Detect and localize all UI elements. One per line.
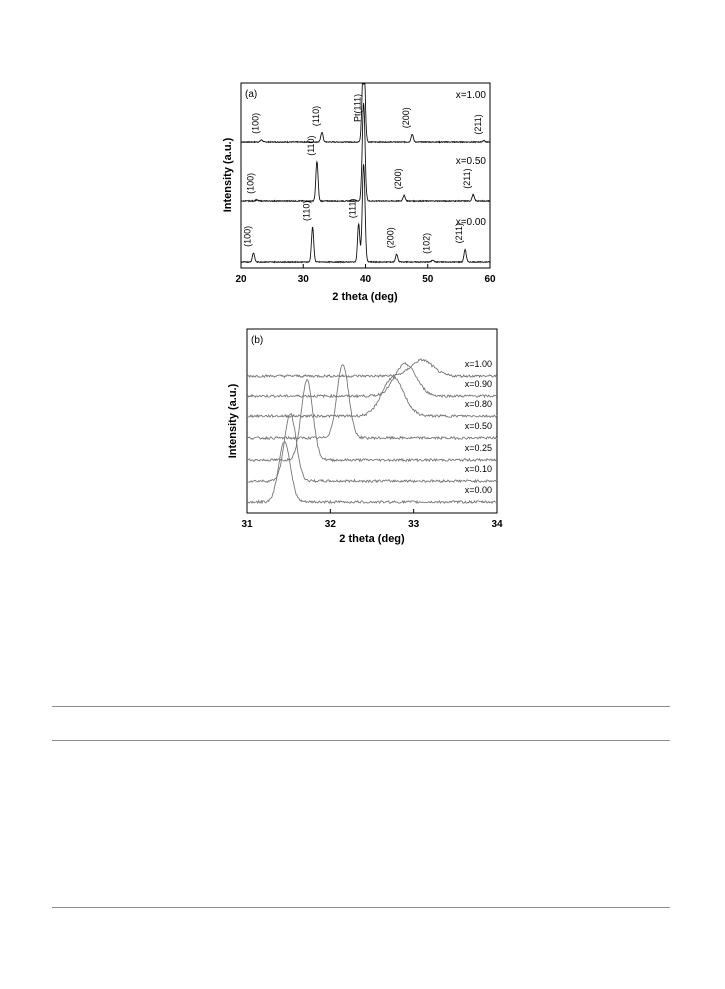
- x-tick-label-a: 20: [235, 274, 247, 285]
- peak-label-a: (211): [472, 114, 483, 135]
- y-axis-title-a: Intensity (a.u.): [222, 137, 234, 213]
- plot-area-a: [241, 84, 490, 262]
- peak-label-a: (110): [310, 105, 321, 127]
- horizontal-rule: [52, 706, 670, 707]
- x-axis-ticks-a: [235, 264, 496, 285]
- x-axis-ticks-b: [241, 509, 503, 530]
- peak-label-a: (110): [301, 200, 312, 221]
- series-label-b: x=0.00: [464, 485, 492, 495]
- x-tick-label-b: 31: [241, 519, 253, 530]
- series-b-x=0.80: [247, 377, 497, 418]
- x-tick-label-b: 34: [491, 519, 503, 530]
- x-axis-title-a: 2 theta (deg): [332, 291, 398, 303]
- peak-label-a: (200): [385, 227, 396, 249]
- xrd-trace-b: [247, 414, 497, 483]
- chart-panel-a: [222, 83, 496, 303]
- series-a-x=0.00: [241, 164, 490, 262]
- peak-label-a: (100): [245, 172, 256, 194]
- xrd-trace-b: [247, 359, 497, 377]
- panel-label-a: (a): [245, 89, 258, 100]
- x-tick-label-b: 32: [324, 519, 336, 530]
- x-tick-label-a: 30: [297, 274, 309, 285]
- series-label-b: x=0.80: [464, 399, 492, 409]
- plot-area-b: [247, 359, 497, 503]
- peak-label-a: (200): [393, 168, 404, 190]
- horizontal-rule: [52, 740, 670, 741]
- series-label-a: x=1.00: [455, 90, 486, 101]
- series-b-x=0.90: [247, 363, 497, 398]
- xrd-trace-b: [247, 363, 497, 398]
- horizontal-rule: [52, 907, 670, 908]
- xrd-trace-b: [247, 377, 497, 418]
- xrd-trace-a: [241, 84, 490, 142]
- series-label-b: x=0.25: [464, 443, 492, 453]
- series-label-b: x=1.00: [464, 359, 492, 369]
- peak-label-a: (110): [305, 135, 316, 156]
- xrd-trace-b: [247, 442, 497, 503]
- peak-label-a: (100): [242, 225, 253, 247]
- series-a-x=1.00: [241, 84, 490, 142]
- xrd-trace-a: [241, 164, 490, 262]
- x-tick-label-a: 40: [359, 274, 372, 285]
- x-tick-label-a: 50: [422, 274, 434, 285]
- peak-label-a: (211): [462, 168, 473, 189]
- peak-label-a: (100): [250, 112, 261, 134]
- peak-label-a: (200): [401, 107, 412, 129]
- peak-label-a: (102): [421, 232, 432, 254]
- series-label-b: x=0.50: [464, 421, 492, 431]
- x-tick-label-a: 60: [484, 274, 496, 285]
- chart-panel-b: [227, 329, 503, 545]
- x-axis-title-b: 2 theta (deg): [339, 533, 405, 545]
- series-label-b: x=0.90: [464, 379, 492, 389]
- series-label-b: x=0.10: [464, 464, 492, 474]
- panel-label-b: (b): [251, 335, 264, 346]
- x-tick-label-b: 33: [408, 519, 420, 530]
- peak-label-a: (111): [347, 198, 358, 219]
- xrd-trace-b: [247, 380, 497, 462]
- series-label-a: x=0.00: [455, 217, 486, 228]
- peak-label-a: (211): [454, 223, 465, 244]
- y-axis-title-b: Intensity (a.u.): [227, 383, 239, 459]
- series-b-x=0.10: [247, 414, 497, 483]
- series-b-x=1.00: [247, 359, 497, 377]
- peak-label-a: Pt(111): [352, 93, 363, 122]
- series-label-a: x=0.50: [455, 156, 486, 167]
- series-b-x=0.25: [247, 380, 497, 462]
- series-b-x=0.00: [247, 442, 497, 503]
- plot-frame-b: [247, 329, 497, 513]
